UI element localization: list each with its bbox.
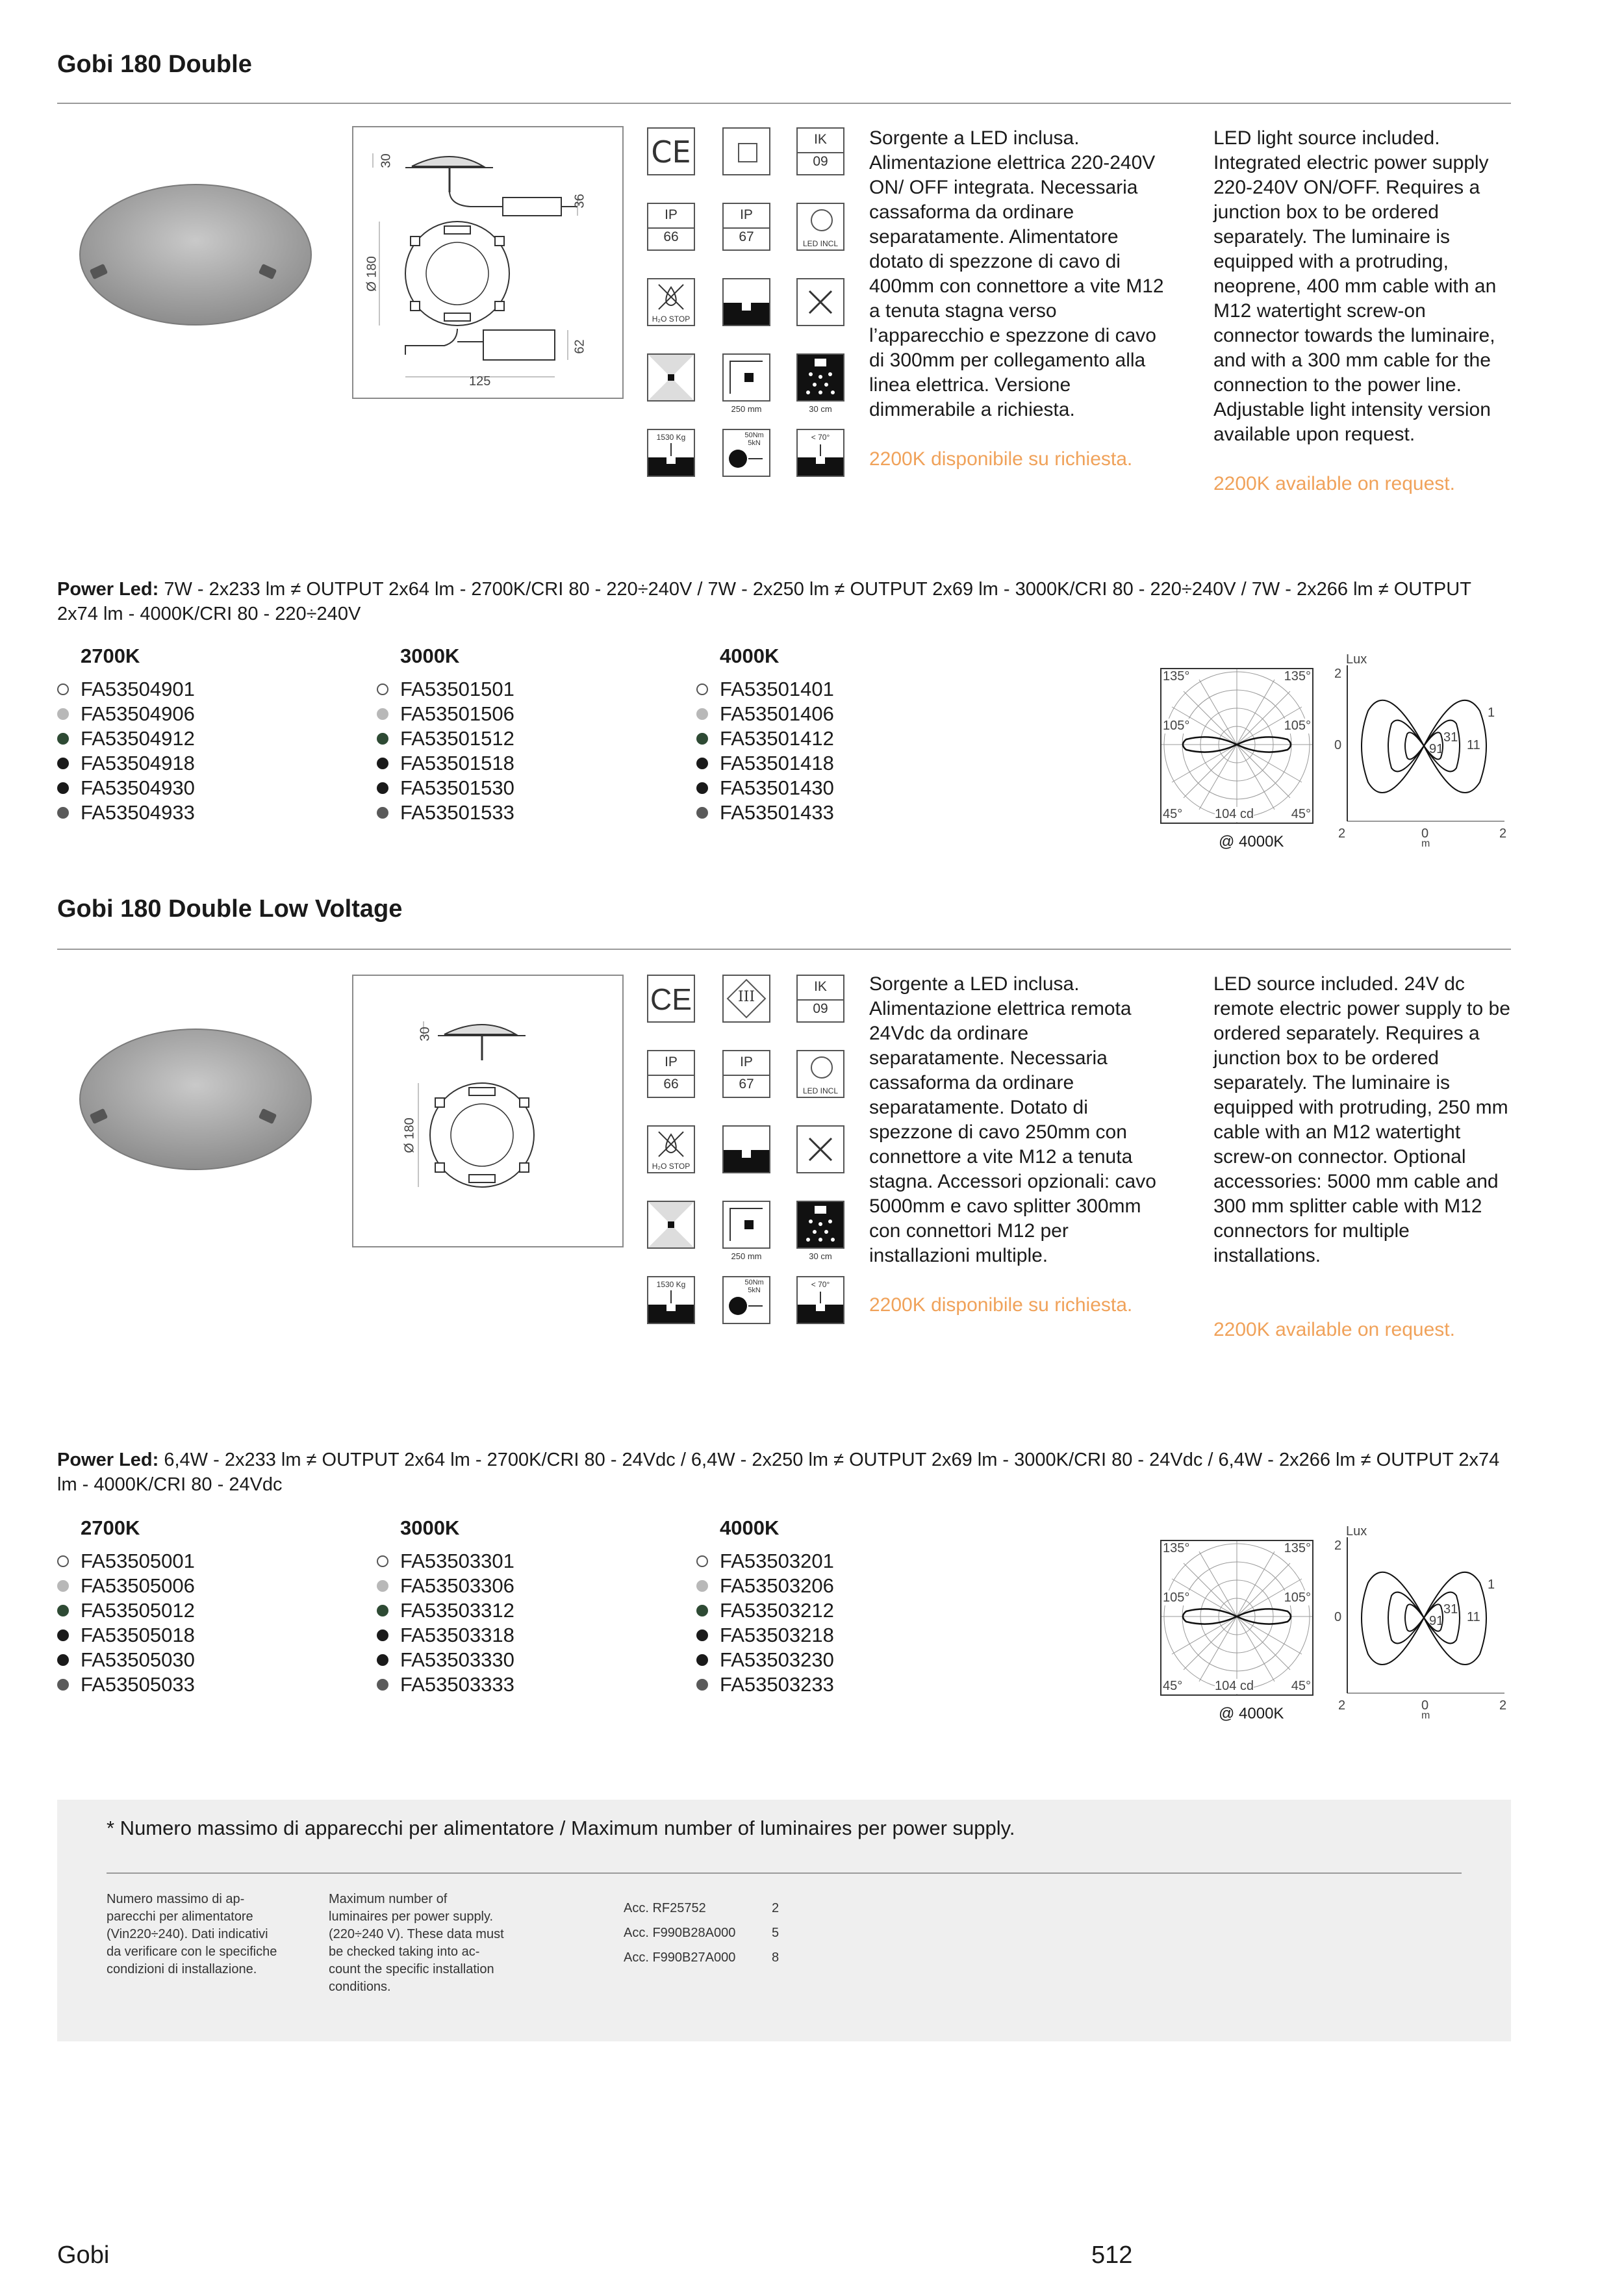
ce-mark-icon: CE <box>647 975 695 1023</box>
code-row: FA53501412 <box>696 726 834 751</box>
finish-color-swatch <box>696 1605 708 1616</box>
code-row: FA53501506 <box>377 702 514 726</box>
temperature-70-icon: < 70° <box>796 429 844 477</box>
finish-color-swatch <box>57 733 69 745</box>
section2-product-image <box>77 1027 314 1176</box>
torque-50nm-icon: 50Nm 5kN <box>722 1276 770 1324</box>
code-row: FA53504918 <box>57 751 195 776</box>
section2-power-led: Power Led: 6,4W - 2x233 lm ≠ OUTPUT 2x64 lm - 2700K/CRI 80 - 24Vdc / 6,4W - 2x250 lm ≠ OUTPUT 2x69 lm - 3000K/CRI 80 - 24Vdc / 6,4W - 2x266 lm ≠ OUTPUT 2x74 lm - 4000K/CRI 80 - 24Vdc <box>57 1450 1500 1495</box>
page-brand: Gobi <box>57 2242 110 2269</box>
footer-note-it: Numero massimo di ap- parecchi per alimentatore (Vin220÷240). Dati indicativi da verificare con le specifiche condizioni di installazione. <box>107 1892 277 1976</box>
code-row: FA53504901 <box>57 677 195 702</box>
finish-color-swatch <box>377 1580 388 1592</box>
code-row: FA53503318 <box>377 1623 514 1648</box>
code-row: FA53501512 <box>377 726 514 751</box>
finish-color-swatch <box>696 1580 708 1592</box>
temperature-70-icon: < 70° <box>796 1276 844 1324</box>
finish-color-swatch <box>377 708 388 720</box>
finish-color-swatch <box>377 807 388 819</box>
code-row: FA53503201 <box>696 1549 834 1574</box>
code-row: FA53503230 <box>696 1648 834 1672</box>
section1-codes-4000k: 4000K FA53501401 FA53501406 FA53501412 FA53501418 FA53501430 FA53501433 <box>696 645 834 825</box>
section2-technical-drawing <box>352 975 624 1247</box>
code-row: FA53501518 <box>377 751 514 776</box>
code-row: FA53503206 <box>696 1574 834 1598</box>
page-number: 512 <box>1091 2242 1133 2269</box>
code-row: FA53505001 <box>57 1549 195 1574</box>
class-ii-icon <box>722 127 770 175</box>
dim-180: Ø 180 <box>402 1118 417 1153</box>
section1-codes-3000k: 3000K FA53501501 FA53501506 FA53501512 FA53501518 FA53501530 FA53501533 <box>377 645 514 825</box>
code-row: FA53503212 <box>696 1598 834 1623</box>
torque-50nm-icon: 50Nm 5kN <box>722 429 770 477</box>
diffuse-light-icon <box>647 353 695 402</box>
code-row: FA53501430 <box>696 776 834 800</box>
distance-30cm-icon <box>796 353 844 402</box>
dim-36: 36 <box>572 194 587 209</box>
recessed-ground-icon <box>722 278 770 326</box>
code-row: FA53504930 <box>57 776 195 800</box>
recessed-ground-icon <box>722 1125 770 1173</box>
ip67-icon: IP 67 <box>722 203 770 251</box>
code-row: FA53501418 <box>696 751 834 776</box>
finish-color-swatch <box>377 1679 388 1691</box>
finish-color-swatch <box>57 1605 69 1616</box>
finish-color-swatch <box>696 782 708 794</box>
dim-62: 62 <box>572 339 587 354</box>
finish-color-swatch <box>696 1654 708 1666</box>
load-1530kg-icon: 1530 Kg <box>647 1276 695 1324</box>
code-row: FA53505030 <box>57 1648 195 1672</box>
acc-row: Acc. RF25752 2 <box>624 1901 780 1915</box>
code-row: FA53503330 <box>377 1648 514 1672</box>
finish-color-swatch <box>377 1629 388 1641</box>
finish-color-swatch <box>57 1654 69 1666</box>
code-row: FA53501406 <box>696 702 834 726</box>
section2-rule <box>57 949 1511 950</box>
ip66-icon: IP 66 <box>647 1050 695 1098</box>
footer-main-note: * Numero massimo di apparecchi per alimentatore / Maximum number of luminaires per power supply. <box>107 1817 1015 1839</box>
finish-color-swatch <box>377 758 388 769</box>
section1-description-en: LED light source included. Integrated electric power supply 220-240V ON/OFF. Requires a junction box to be ordered separately. The luminaire is equipped with a protruding, neoprene, 400 mm cable with an M12 watertight screw-on connector towards the luminaire, and with a 300 mm cable for the connection to the power line. Adjustable light intensity version available upon request. 2200K available on request. <box>1213 126 1511 496</box>
finish-color-swatch <box>377 733 388 745</box>
code-row: FA53505006 <box>57 1574 195 1598</box>
finish-color-swatch <box>696 1629 708 1641</box>
finish-color-swatch <box>57 807 69 819</box>
code-row: FA53501501 <box>377 677 514 702</box>
distance-250mm-icon <box>722 1201 770 1249</box>
finish-color-swatch <box>57 1679 69 1691</box>
finish-color-swatch <box>57 1555 69 1567</box>
section1-note-it: 2200K disponibile su richiesta. <box>869 448 1133 470</box>
finish-color-swatch <box>696 758 708 769</box>
led-included-icon: LED INCL <box>796 203 844 251</box>
finish-color-swatch <box>696 1679 708 1691</box>
section1-description-it: Sorgente a LED inclusa. Alimentazione elettrica 220-240V ON/ OFF integrata. Necessaria cassaforma da ordinare separatamente. Alimentatore dotato di spezzone di cavo di 400mm con connettore a vite M12 a tenuta stagna verso l’apparecchio e spezzone di cavo di 300mm per collegamento alla linea elettrica. Versione dimmerabile a richiesta. 2200K disponibile su richiesta. <box>869 126 1168 472</box>
led-included-icon: LED INCL <box>796 1050 844 1098</box>
ip67-icon: IP 67 <box>722 1050 770 1098</box>
finish-color-swatch <box>377 683 388 695</box>
section2-lux-diagram: Lux 2 0 2 0 2 m 1 11 31 91 <box>1334 1524 1507 1721</box>
code-row: FA53501530 <box>377 776 514 800</box>
section1-product-image <box>77 182 314 331</box>
no-cover-icon <box>796 1125 844 1173</box>
code-row: FA53505033 <box>57 1672 195 1697</box>
finish-color-swatch <box>377 1605 388 1616</box>
code-row: FA53504912 <box>57 726 195 751</box>
code-row: FA53503301 <box>377 1549 514 1574</box>
finish-color-swatch <box>377 1654 388 1666</box>
power-supply-info-box <box>57 1800 1511 2041</box>
diffuse-light-icon <box>647 1201 695 1249</box>
ip66-icon: IP 66 <box>647 203 695 251</box>
section2-polar-diagram: 135° 135° 105° 105° 45° 45° 104 cd <box>1160 1540 1313 1696</box>
finish-color-swatch <box>377 1555 388 1567</box>
section1-polar-temp: @ 4000K <box>1219 833 1284 850</box>
ik-rating-icon: IK 09 <box>796 127 844 175</box>
code-row: FA53501533 <box>377 800 514 825</box>
dim-30: 30 <box>379 153 394 168</box>
code-row: FA53504906 <box>57 702 195 726</box>
finish-color-swatch <box>57 782 69 794</box>
code-row: FA53503312 <box>377 1598 514 1623</box>
finish-color-swatch <box>696 708 708 720</box>
finish-color-swatch <box>696 807 708 819</box>
section2-polar-temp: @ 4000K <box>1219 1705 1284 1722</box>
section1-note-en: 2200K available on request. <box>1213 473 1455 494</box>
finish-color-swatch <box>377 782 388 794</box>
section1-polar-diagram: 135° 135° 105° 105° 45° 45° 104 cd <box>1160 668 1313 824</box>
finish-color-swatch <box>57 683 69 695</box>
section2-codes-3000k: 3000K FA53503301 FA53503306 FA53503312 FA53503318 FA53503330 FA53503333 <box>377 1516 514 1697</box>
load-1530kg-icon: 1530 Kg <box>647 429 695 477</box>
caption-30cm: 30 cm <box>809 1251 832 1261</box>
footer-note-en: Maximum number of luminaires per power supply. (220÷240 V). These data must be checked taking into ac- count the specific installation conditions. <box>329 1892 504 1994</box>
distance-250mm-icon <box>722 353 770 402</box>
finish-color-swatch <box>696 683 708 695</box>
section2-codes-2700k: 2700K FA53505001 FA53505006 FA53505012 FA53505018 FA53505030 FA53505033 <box>57 1516 195 1697</box>
section2-note-it: 2200K disponibile su richiesta. <box>869 1294 1133 1316</box>
h2o-stop-icon: H₂O STOP <box>647 278 695 326</box>
footer-rule <box>107 1872 1462 1874</box>
finish-color-swatch <box>57 1629 69 1641</box>
caption-250mm: 250 mm <box>731 404 762 414</box>
section2-description-en: LED source included. 24V dc remote electric power supply to be ordered separately. Requires a junction box to be ordered separately. The luminaire is equipped with protruding, 250 mm cable with an M12 watertight screw-on connector. Optional accessories: 5000 mm cable and 300 mm splitter cable with M12 connectors for multiple installations. 2200K available on request. <box>1213 972 1511 1342</box>
code-row: FA53504933 <box>57 800 195 825</box>
code-row: FA53501433 <box>696 800 834 825</box>
dim-30: 30 <box>418 1027 433 1041</box>
dim-180: Ø 180 <box>364 256 379 292</box>
caption-30cm: 30 cm <box>809 404 832 414</box>
code-row: FA53501401 <box>696 677 834 702</box>
code-row: FA53505018 <box>57 1623 195 1648</box>
finish-color-swatch <box>57 758 69 769</box>
section1-codes-2700k: 2700K FA53504901 FA53504906 FA53504912 FA53504918 FA53504930 FA53504933 <box>57 645 195 825</box>
finish-color-swatch <box>57 708 69 720</box>
caption-250mm: 250 mm <box>731 1251 762 1261</box>
section2-codes-4000k: 4000K FA53503201 FA53503206 FA53503212 FA53503218 FA53503230 FA53503233 <box>696 1516 834 1697</box>
section1-title: Gobi 180 Double <box>57 51 252 78</box>
section2-note-en: 2200K available on request. <box>1213 1319 1455 1340</box>
code-row: FA53505012 <box>57 1598 195 1623</box>
ce-mark-icon: CE <box>647 127 695 175</box>
ik-rating-icon: IK 09 <box>796 975 844 1023</box>
code-row: FA53503233 <box>696 1672 834 1697</box>
finish-color-swatch <box>57 1580 69 1592</box>
section1-rule <box>57 103 1511 104</box>
section2-description-it: Sorgente a LED inclusa. Alimentazione elettrica remota 24Vdc da ordinare separatamente. Necessaria cassaforma da ordinare separatamente. Dotato di spezzone di cavo 250mm con connettore a vite M12 a tenuta stagna. Accessori opzionali: cavo 5000mm e cavo splitter 300mm con connettori M12 per installazioni multiple. 2200K disponibile su richiesta. <box>869 972 1168 1318</box>
section2-title: Gobi 180 Double Low Voltage <box>57 895 403 923</box>
finish-color-swatch <box>696 733 708 745</box>
code-row: FA53503333 <box>377 1672 514 1697</box>
code-row: FA53503218 <box>696 1623 834 1648</box>
no-cover-icon <box>796 278 844 326</box>
finish-color-swatch <box>696 1555 708 1567</box>
dim-125: 125 <box>469 374 491 389</box>
h2o-stop-icon: H₂O STOP <box>647 1125 695 1173</box>
section1-lux-diagram: Lux 2 0 2 0 2 m 1 11 31 91 <box>1334 652 1507 849</box>
class-iii-icon: III <box>722 975 770 1023</box>
acc-row: Acc. F990B28A000 5 <box>624 1926 780 1940</box>
distance-30cm-icon <box>796 1201 844 1249</box>
section1-power-led: Power Led: 7W - 2x233 lm ≠ OUTPUT 2x64 lm - 2700K/CRI 80 - 220÷240V / 7W - 2x250 lm ≠ OUTPUT 2x69 lm - 3000K/CRI 80 - 220÷240V / 7W - 2x266 lm ≠ OUTPUT 2x74 lm - 4000K/CRI 80 - 220÷240V <box>57 579 1471 624</box>
section1-technical-drawing <box>352 126 624 399</box>
code-row: FA53503306 <box>377 1574 514 1598</box>
acc-row: Acc. F990B27A000 8 <box>624 1950 780 1965</box>
